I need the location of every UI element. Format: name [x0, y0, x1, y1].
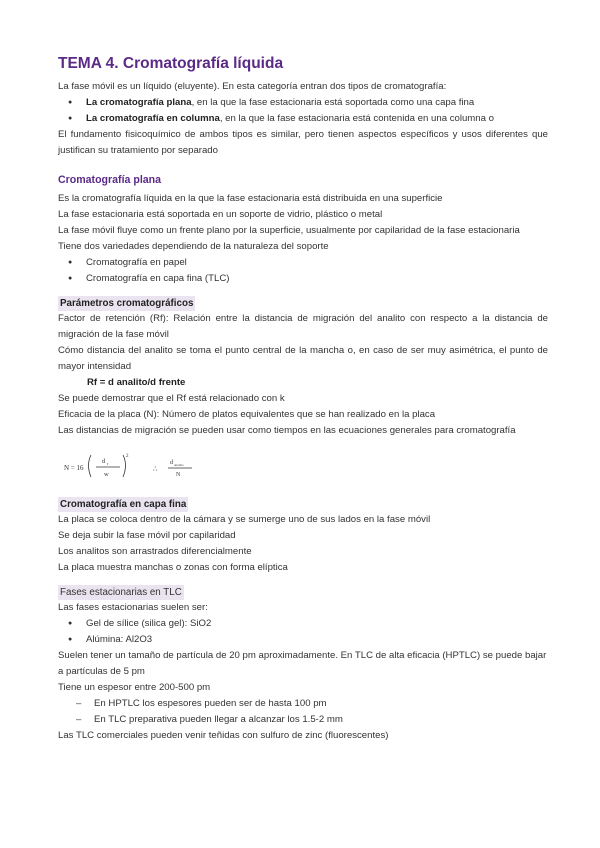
- section-heading-capa-fina: Cromatografía en capa fina: [60, 499, 187, 510]
- list-item: ● Gel de sílice (silica gel): SiO2: [58, 616, 548, 632]
- distancia-text: Cómo distancia del analito se toma el punto central de la mancha o, en caso de ser muy asimétrica, el punto de mayor intensidad: [58, 345, 548, 372]
- section-heading-plana: Cromatografía plana: [58, 174, 162, 186]
- eq-h-denominator: N: [176, 472, 181, 478]
- fases-list: [58, 616, 548, 648]
- capa-line: Los analitos son arrastrados diferencialmente: [58, 546, 252, 557]
- espesor-text: Tiene un espesor entre 200-500 pm: [58, 682, 211, 693]
- eq-lhs: N = 16: [64, 464, 84, 472]
- capa-line: Se deja subir la fase móvil por capilaridad: [58, 530, 236, 541]
- types-list: [58, 95, 548, 127]
- eq-therefore: ∴: [153, 465, 158, 473]
- capa-line: La placa muestra manchas o zonas con forma elíptica: [58, 562, 288, 573]
- eq-denominator: w: [104, 471, 109, 478]
- plana-line: La fase estacionaria está soportada en un soporte de vidrio, plástico o metal: [58, 209, 383, 220]
- section-heading-fases: Fases estacionarias en TLC: [60, 587, 182, 598]
- fases-intro: Las fases estacionarias suelen ser:: [58, 602, 208, 613]
- document-page: [58, 54, 548, 744]
- list-item: ● La cromatografía en columna, en la que la fase estacionaria está contenida en una columna o: [58, 111, 548, 127]
- equation-formula: [58, 445, 218, 485]
- intro-text: La fase móvil es un líquido (eluyente). En esta categoría entran dos tipos de cromatografía:: [58, 81, 447, 92]
- list-item: ● Cromatografía en capa fina (TLC): [58, 271, 548, 287]
- list-item: ● Cromatografía en papel: [58, 255, 548, 271]
- eq-h-numerator: d: [170, 460, 173, 466]
- equation-image: [58, 443, 548, 491]
- plana-line: La fase móvil fluye como un frente plano por la superficie, usualmente por capilaridad de la fase estacionaria: [58, 225, 520, 236]
- list-item: ● Alúmina: Al2O3: [58, 632, 548, 648]
- section-heading-parametros: Parámetros cromatográficos: [60, 298, 194, 309]
- comerciales-text: Las TLC comerciales pueden venir teñidas con sulfuro de zinc (fluorescentes): [58, 730, 389, 741]
- param-line: Las distancias de migración se pueden usar como tiempos en las ecuaciones generales para cromatografía: [58, 425, 516, 436]
- eq-numerator-sub: r: [107, 461, 109, 466]
- param-line: Se puede demostrar que el Rf está relacionado con k: [58, 393, 285, 404]
- eq-exponent: 2: [126, 454, 129, 459]
- rf-definition: Factor de retención (Rf): Relación entre la distancia de migración del analito con respecto a la distancia de migración de la fase móvil: [58, 313, 548, 340]
- page-title: TEMA 4. Cromatografía líquida: [58, 55, 284, 72]
- fundamento-text: El fundamento fisicoquímico de ambos tipos es similar, pero tienen aspectos específicos y usos diferentes que justifican su tratamiento por separado: [58, 129, 548, 156]
- rf-formula: Rf = d analito/d frente: [87, 377, 186, 388]
- list-item: – En HPTLC los espesores pueden ser de hasta 100 pm: [58, 696, 548, 712]
- param-line: Eficacia de la placa (N): Número de platos equivalentes que se han realizado en la placa: [58, 409, 436, 420]
- tamano-text: Suelen tener un tamaño de partícula de 20 pm aproximadamente. En TLC de alta eficacia (HPTLC) se puede bajar a partículas de 5 pm: [58, 650, 547, 677]
- espesores-list: [58, 696, 548, 728]
- plana-line: Tiene dos variedades dependiendo de la naturaleza del soporte: [58, 241, 329, 252]
- capa-line: La placa se coloca dentro de la cámara y se sumerge uno de sus lados en la fase móvil: [58, 514, 431, 525]
- eq-numerator: d: [102, 458, 106, 465]
- eq-h-numerator-sub: analito: [174, 463, 184, 467]
- variedades-list: [58, 255, 548, 287]
- list-item: ● La cromatografía plana, en la que la fase estacionaria está soportada como una capa fina: [58, 95, 548, 111]
- plana-line: Es la cromatografía líquida en la que la fase estacionaria está distribuida en una superficie: [58, 193, 443, 204]
- list-item: – En TLC preparativa pueden llegar a alcanzar los 1.5-2 mm: [58, 712, 548, 728]
